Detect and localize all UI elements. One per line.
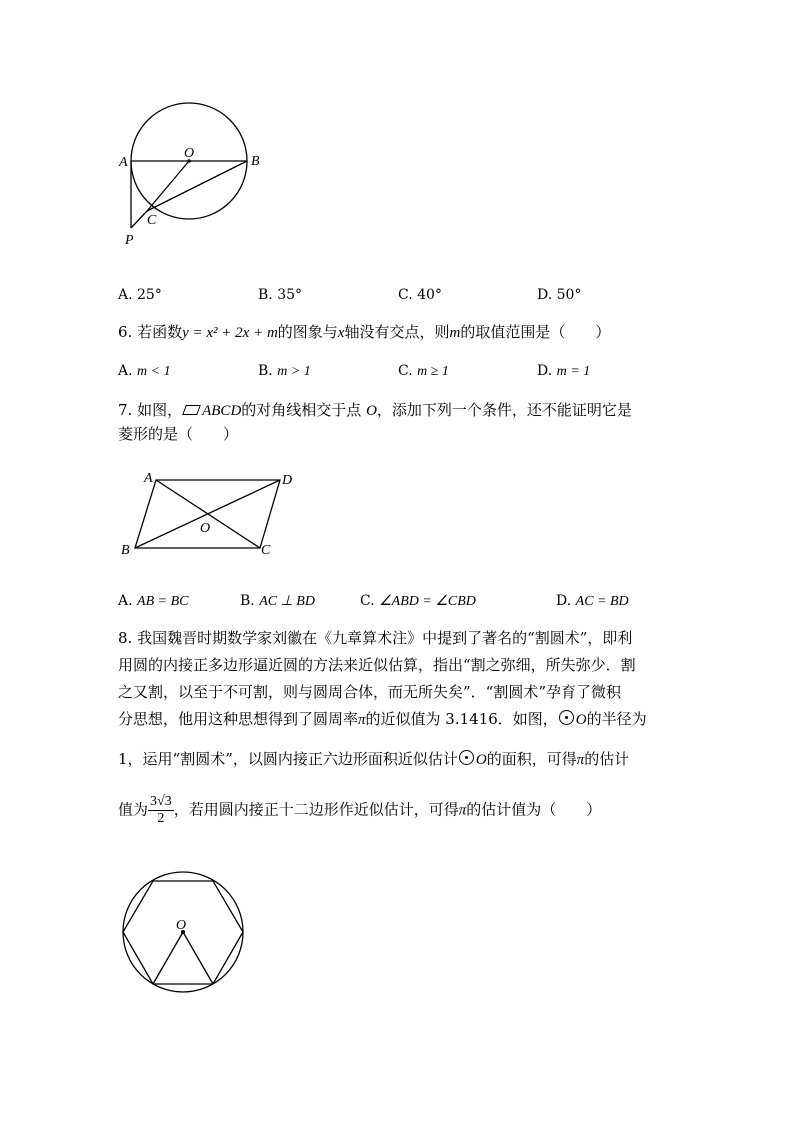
segment-oc: [147, 161, 189, 211]
label-c: C: [147, 213, 157, 228]
label-a: A: [144, 471, 153, 486]
q5-option-c: C. 40°: [398, 287, 442, 303]
q6-option-c: C. m ≥ 1: [398, 363, 449, 379]
radius-1: [153, 932, 183, 984]
q6-option-a: A. m < 1: [118, 363, 171, 379]
diagonal-bd: [135, 480, 280, 548]
question-8-line-1: 8. 我国魏晋时期数学家刘徽在《九章算术注》中提到了著名的“割圆术”，即利: [118, 629, 633, 647]
question-8-line-5: 1，运用“割圆术”，以圆内接正六边形面积近似估计 O的面积，可得π的估计: [118, 750, 630, 768]
q5-option-a: A. 25°: [118, 287, 162, 303]
circle-dot-icon: [459, 750, 474, 765]
label-o: O: [200, 521, 211, 536]
q7-option-a: A. AB = BC: [118, 593, 189, 609]
figure-circle-tangent: [112, 96, 282, 248]
figure-inscribed-hexagon: [118, 870, 250, 996]
label-b: B: [121, 543, 130, 558]
label-a: A: [119, 155, 128, 170]
question-8-line-6: 值为 $\frac{3√3}{2}$ ，若用圆内接正十二边形作近似估计，可得π的估计值为（ ）: [118, 794, 602, 826]
label-o: O: [184, 146, 195, 161]
circle-dot-icon: [559, 710, 574, 725]
q7-option-b: B. AC ⊥ BD: [240, 593, 315, 609]
label-d: D: [282, 473, 293, 488]
question-7-line-2: 菱形的是（ ）: [118, 425, 239, 443]
radius-2: [183, 932, 213, 984]
question-8-line-3: 之又割，以至于不可割，则与圆周合体，而无所失矣”．“割圆术”孕育了微积: [118, 683, 622, 701]
label-p: P: [125, 233, 134, 248]
label-c: C: [261, 543, 271, 558]
question-8-line-2: 用圆的内接正多边形逼近圆的方法来近似估算，指出“割之弥细，所失弥少．割: [118, 656, 636, 674]
parallelogram-icon: [182, 405, 201, 415]
question-8-line-4: 分思想，他用这种思想得到了圆周率π的近似值为 3.1416．如图， O的半径为: [118, 710, 647, 728]
q6-option-b: B. m > 1: [258, 363, 311, 379]
label-o: O: [176, 918, 187, 933]
q6-option-d: D. m = 1: [537, 363, 591, 379]
q5-option-b: B. 35°: [258, 287, 303, 303]
segment-pc: [131, 211, 147, 228]
q7-option-d: D. AC = BD: [556, 593, 629, 609]
figure-parallelogram: [118, 468, 308, 560]
question-7-line-1: 7. 如图， ABCD的对角线相交于点 O，添加下列一个条件，还不能证明它是: [118, 401, 632, 419]
fraction-3-root3-over-2: $\frac{3√3}{2}$: [150, 794, 172, 826]
q5-option-d: D. 50°: [537, 287, 582, 303]
label-b: B: [251, 154, 260, 169]
segment-bc: [147, 161, 247, 211]
question-6: 6. 若函数y = x² + 2x + m的图象与x轴没有交点，则m的取值范围是（ ）: [118, 323, 611, 341]
q7-option-c: C. ∠ABD = ∠CBD: [360, 593, 476, 609]
